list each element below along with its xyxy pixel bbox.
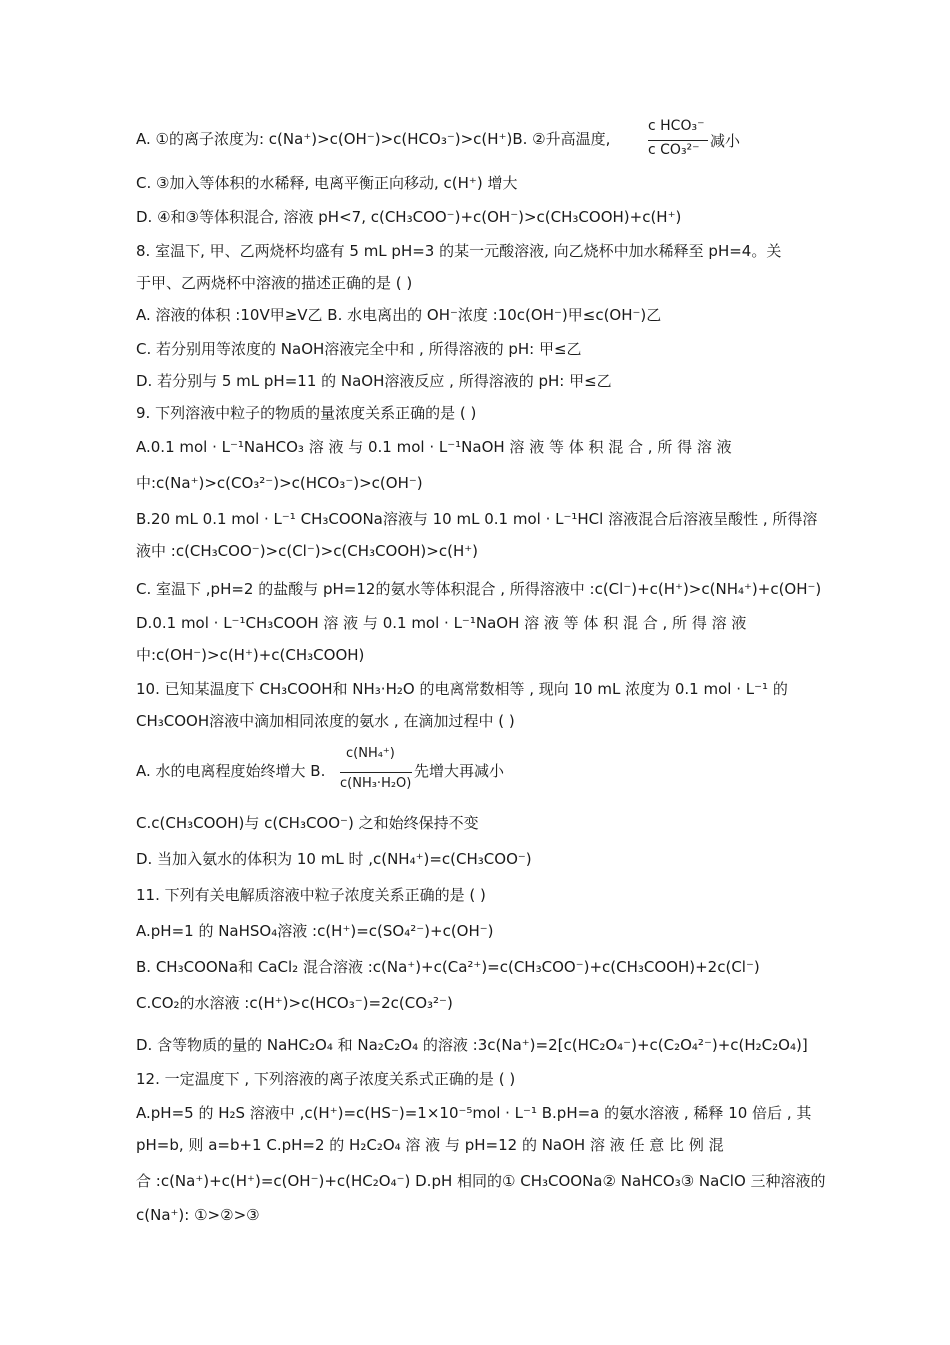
text-line: D. 含等物质的量的 NaHC₂O₄ 和 Na₂C₂O₄ 的溶液 :3c(Na⁺)=2[c(HC₂O₄⁻)+c(C₂O₄²⁻)+c(H₂C₂O₄)] (136, 1036, 808, 1054)
text-line: D. 当加入氨水的体积为 10 mL 时 ,c(NH₄⁺)=c(CH₃COO⁻) (136, 850, 532, 868)
text-line: 于甲、乙两烧杯中溶液的描述正确的是 ( ) (136, 274, 413, 292)
text-line: A. 水的电离程度始终增大 B. (136, 762, 326, 780)
fraction-numerator: c(NH₄⁺) (346, 746, 395, 761)
text-line: 液中 :c(CH₃COO⁻)>c(Cl⁻)>c(CH₃COOH)>c(H⁺) (136, 542, 478, 560)
fraction-numerator: c HCO₃⁻ (648, 118, 705, 134)
text-line: C.c(CH₃COOH)与 c(CH₃COO⁻) 之和始终保持不变 (136, 814, 479, 832)
fraction-hco3-co3 (648, 118, 758, 164)
text-line: 11. 下列有关电解质溶液中粒子浓度关系正确的是 ( ) (136, 886, 486, 904)
fraction-trailing-text: 先增大再减小 (414, 762, 505, 780)
text-line: C. 室温下 ,pH=2 的盐酸与 pH=12的氨水等体积混合 , 所得溶液中 :c(Cl⁻)+c(H⁺)>c(NH₄⁺)+c(OH⁻) (136, 580, 822, 598)
text-line: 合 :c(Na⁺)+c(H⁺)=c(OH⁻)+c(HC₂O₄⁻) D.pH 相同的① CH₃COONa② NaHCO₃③ NaClO 三种溶液的 (136, 1172, 826, 1190)
text-line: D. ④和③等体积混合, 溶液 pH<7, c(CH₃COO⁻)+c(OH⁻)>c(CH₃COOH)+c(H⁺) (136, 208, 682, 226)
text-line: A.0.1 mol · L⁻¹NaHCO₃ 溶 液 与 0.1 mol · L⁻¹NaOH 溶 液 等 体 积 混 合 , 所 得 溶 液 (136, 438, 732, 456)
text-line: A.pH=1 的 NaHSO₄溶液 :c(H⁺)=c(SO₄²⁻)+c(OH⁻) (136, 922, 494, 940)
text-line: 中:c(OH⁻)>c(H⁺)+c(CH₃COOH) (136, 646, 365, 664)
fraction-trailing-text: 减小 (710, 132, 741, 150)
text-line: 12. 一定温度下 , 下列溶液的离子浓度关系式正确的是 ( ) (136, 1070, 516, 1088)
fraction-bar (648, 140, 708, 141)
text-line: CH₃COOH溶液中滴加相同浓度的氨水 , 在滴加过程中 ( ) (136, 712, 515, 730)
text-line: C. 若分别用等浓度的 NaOH溶液完全中和 , 所得溶液的 pH: 甲≤乙 (136, 340, 582, 358)
text-line: pH=b, 则 a=b+1 C.pH=2 的 H₂C₂O₄ 溶 液 与 pH=12 的 NaOH 溶 液 任 意 比 例 混 (136, 1136, 724, 1154)
text-line: C. ③加入等体积的水稀释, 电离平衡正向移动, c(H⁺) 增大 (136, 174, 518, 192)
fraction-denominator: c(NH₃·H₂O) (340, 776, 412, 791)
text-line: c(Na⁺): ①>②>③ (136, 1206, 260, 1224)
text-line: 10. 已知某温度下 CH₃COOH和 NH₃·H₂O 的电离常数相等 , 现向 10 mL 浓度为 0.1 mol · L⁻¹ 的 (136, 680, 788, 698)
fraction-bar (340, 772, 412, 773)
text-line: 9. 下列溶液中粒子的物质的量浓度关系正确的是 ( ) (136, 404, 477, 422)
text-line: D. 若分别与 5 mL pH=11 的 NaOH溶液反应 , 所得溶液的 pH: 甲≤乙 (136, 372, 612, 390)
text-line: 中:c(Na⁺)>c(CO₃²⁻)>c(HCO₃⁻)>c(OH⁻) (136, 474, 423, 492)
text-line: B.20 mL 0.1 mol · L⁻¹ CH₃COONa溶液与 10 mL 0.1 mol · L⁻¹HCl 溶液混合后溶液呈酸性 , 所得溶 (136, 510, 818, 528)
text-line: A. 溶液的体积 :10V甲≥V乙 B. 水电离出的 OH⁻浓度 :10c(OH⁻)甲≤c(OH⁻)乙 (136, 306, 662, 324)
fraction-nh4-nh3h2o (340, 746, 510, 800)
text-line: D.0.1 mol · L⁻¹CH₃COOH 溶 液 与 0.1 mol · L⁻¹NaOH 溶 液 等 体 积 混 合 , 所 得 溶 液 (136, 614, 747, 632)
fraction-denominator: c CO₃²⁻ (648, 142, 700, 158)
text-line: B. CH₃COONa和 CaCl₂ 混合溶液 :c(Na⁺)+c(Ca²⁺)=c(CH₃COO⁻)+c(CH₃COOH)+2c(Cl⁻) (136, 958, 760, 976)
text-line: A.pH=5 的 H₂S 溶液中 ,c(H⁺)=c(HS⁻)=1×10⁻⁵mol · L⁻¹ B.pH=a 的氨水溶液 , 稀释 10 倍后 , 其 (136, 1104, 812, 1122)
text-line: C.CO₂的水溶液 :c(H⁺)>c(HCO₃⁻)=2c(CO₃²⁻) (136, 994, 453, 1012)
text-line: 8. 室温下, 甲、乙两烧杯均盛有 5 mL pH=3 的某一元酸溶液, 向乙烧杯中加水稀释至 pH=4。关 (136, 242, 782, 260)
text-line: A. ①的离子浓度为: c(Na⁺)>c(OH⁻)>c(HCO₃⁻)>c(H⁺)B. ②升高温度, (136, 130, 611, 148)
